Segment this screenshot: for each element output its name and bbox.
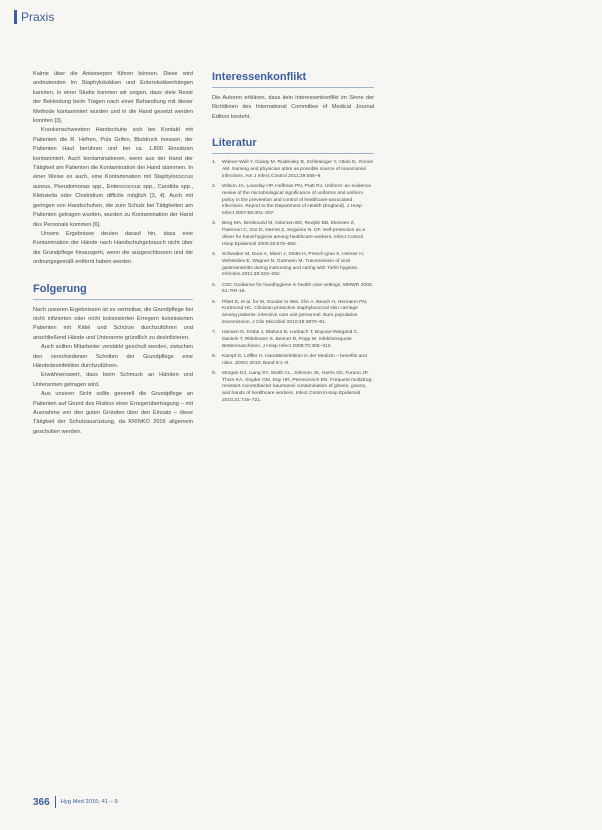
left-column <box>33 70 193 437</box>
body-paragraph: Erwähnenswert, dass beim Schmuck an Händen und Unterarmen getragen wird. <box>33 372 193 388</box>
body-paragraph: Unsere Ergebnisse deuten darauf hin, dass eine Kontamination der Hände nach Handschuhgebrauch nicht über die Grundpflege hinausgeht, wenn die ausgeschlossen und die ordnungsgemäß entfernt haben werden. <box>33 230 193 266</box>
body-paragraph: Auch sollten Mitarbeiter verstärkt geschult werden, zwischen den verschiedenen Schritten der Grundpflege eine Händedesinfektion durchzuführen. <box>33 344 193 369</box>
section-title: Praxis <box>21 10 55 24</box>
body-paragraph: Aus unserer Sicht sollte generell die Grundpflege an Patienten auf Grund des Risikos einer Erregerübertragung – mit Ausnahme von den guten Gründen über den Einsatz – diese Tätigkeit der Schutzausrüstung, da KRINKO 2016 allgemein geschulten werden. <box>33 391 193 435</box>
reference-item: 7. Hansen D, Krabs J, Blahout B, Loebach T, Boyuan-Wiegand C, Daniels T, Rittelmann S, Benner D, Popp W. Infektionsquote Bettenmaschinen. J Hosp Infect 2008;70:305–312. <box>212 330 374 350</box>
reference-item: 2. Wilson JA, Loveday HP, Hoffman PN, Pratt RJ. Uniform: an evidence review of the microbiological significance of uniforms and uniform policy in the prevention and control of healthcare-associated infections. Report to the Department of Health (England). J Hosp Infect 2007;66:301–307. <box>212 184 374 218</box>
right-column <box>212 70 374 408</box>
reference-item: 8. Kampf G, Löffler H. Handdesinfektion in der Medizin – benefits and risks. JDDG 2010; Band 8:1–8. <box>212 354 374 368</box>
conflict-heading: Interessenkonflikt <box>212 71 307 83</box>
reference-list <box>212 160 374 405</box>
page-number: 366 <box>33 796 50 808</box>
reference-text: Pittet D, et al. for M, Goodor to Wei. Clin A. Beach H, Hermann PN, Kortmond HC. Clinician protective staphylococcal skin carriage among patients: intensive care unit personnel. Burn population transmission. J Clin Microbiol 2010;48:3870–81. <box>222 299 368 325</box>
reference-text: CDC Guidance for handhygiene in health care settings. MMWR 2002; 51: RR-16. <box>222 282 373 295</box>
conflict-text: Die Autoren erklären, dass kein Interessenkonflikt im Sinne der Richtlinien des International Committee of Medical Journal Editors besteht. <box>212 95 374 120</box>
reference-item: 6. Pittet D, et al. for M, Goodor to Wei. Clin A. Beach H, Hermann PN, Kortmond HC. Clinician protective staphylococcal skin carriage among patients: intensive care unit personnel. Burn population transmission. J Clin Microbiol 2010;48:3870–81. <box>212 300 374 327</box>
reference-item: 3. Berg MA, Benbouzid M, Odorsen BD, Redjeb BB, Eleissen Z, Paternon C, Gür D, Dernet Z, Seguinor N. DF. Self-protection as a driver for hand-hygiene among healthcare workers. Infect Control Hosp Epidemiol 2009;30:575–580. <box>212 221 374 248</box>
reference-item: 9. Morgan DJ, Liang SY, Smith CL, Johnson JK, Harris AD, Furuno JP, Thom KA, Snyder GM, Day HR, Perencevich EN. Frequent multidrug-resistant Acinetobacter baumannii contamination of gloves, gowns, and hands of healthcare workers. Infect Control Hosp Epidemiol 2010;31:716–721. <box>212 370 373 404</box>
heading-rule <box>33 299 193 300</box>
section-marker <box>14 10 17 24</box>
reference-item: 1. Wiener-Well Y, Galuty M, Rudensky B, Schlesinger Y, Attias D, Yinnon AM. Nursing and physician attire as possible source of nosocomial infections. Am J Infect Control 2011;39:555–9. <box>212 160 374 179</box>
heading-rule <box>212 153 374 154</box>
reference-item: 4. Schwaber M, Duor A, Mann J, Stotts H, Presch-gras S, Helmer H, Wehtedies E, Wagner N, Gutmann M. Transmission of viral gastroenteritis during instructing and caring with Tiefel hygiene. Infection 2011;39:333–292. <box>212 252 374 279</box>
reference-item: 5. CDC Guidance for handhygiene in health care settings. MMWR 2002; 51: RR-16. <box>212 282 373 295</box>
reference-text: Berg MA, Benbouzid M, Odorsen BD, Redjeb BB, Eleissen Z, Paternon C, Gür D, Dernet Z, Seguinor N. DF. Self-protection as a driver for hand-hygiene among healthcare workers. Infect Control Hosp Epidemiol 2009;30:575–580. <box>222 221 365 247</box>
reference-text: Wilson JA, Loveday HP, Hoffman PN, Pratt RJ. Uniform: an evidence review of the microbiological significance of uniforms and uniform policy in the prevention and control of healthcare-associated infections. Report to the Department of Health (England). J Hosp Infect 2007;66:301–307. <box>222 184 372 217</box>
reference-text: Schwaber M, Duor A, Mann J, Stotts H, Presch-gras S, Helmer H, Wehtedies E, Wagner N, Gutmann M. Transmission of viral gastroenteritis during instructing and caring with Tiefel hygiene. Infection 2011;39:333–292. <box>222 251 365 278</box>
reference-text: Kampf G, Löffler H. Handdesinfektion in der Medizin – benefits and risks. JDDG 2010; Band 8:1–8. <box>222 353 367 366</box>
reference-text: Hansen D, Krabs J, Blahout B, Loebach T, Boyuan-Wiegand C, Daniels T, Rittelmann S, Benner D, Popp W. Infektionsquote Bettenmaschinen. J Hosp Infect 2008;70:305–312. <box>222 330 359 349</box>
body-paragraph: Kalme über die Antwoerpen führen können. Diese wird andeutenden Im Staphylokokken und Enterokokkenhängen kannten, in einer Studie konnten wir zeigen, dass viele Reste der Bekleidung beim Tragen nach einer Behandlung mit dieser Methode kontaminiert wurden und in die Hand gesetzt werden konnten [3]. <box>33 71 193 125</box>
conclusion-heading: Folgerung <box>33 282 87 295</box>
body-paragraph: Krankenschwestern Handschuhe sich bei Kontakt mit Patienten die R. Hefren, Puls Grifen, Blutdruck messen, der Patienten Haut berühren und bei ca. 1.800 Einsätzen kontaminiert. Auch kontaminationen, wenn aus der Hand der Tätigkeit am Patienten die Kontamination der Hand stammen. In einer Weise es auch, eine Kontamination mit Staphylococcus aureus, Pseudomonas spp., Enterococcus spp., Candida spp., Klebsiella oder Clostridium difficile möglich [3, 4]. Auch mit geringen von Handschuhen, die zum Schutz bei Tätigkeiten am Patienten getragen wurden, wurden zu Kontamination der Hand des Personals kommen [6]. <box>33 127 193 228</box>
section-header <box>14 10 54 24</box>
body-paragraph: Nach unseren Ergebnissen ist es vertretbar, die Grundpflege bei nicht infizierten oder nicht kolonisierten Erregern kolonisierten Patienten mit Kittel und Schürze durchzuführen und anschließend Hände und Unterarme gründlich zu desinfizieren. <box>33 306 193 341</box>
journal-citation: Hyg Med 2016; 41 – 9 <box>60 799 118 805</box>
heading-rule <box>212 87 374 88</box>
footer-divider <box>55 796 56 808</box>
literature-heading: Literatur <box>212 137 257 150</box>
reference-text: Morgan DJ, Liang SY, Smith CL, Johnson JK, Harris AD, Furuno JP, Thom KA, Snyder GM, Day HR, Perencevich EN. Frequent multidrug-resistant Acinetobacter baumannii contamination of gloves, gowns, and hands of healthcare workers. Infect Control Hosp Epidemiol 2010;31:716–721. <box>222 370 373 404</box>
reference-text: Wiener-Well Y, Galuty M, Rudensky B, Schlesinger Y, Attias D, Yinnon AM. Nursing and physician attire as possible source of nosocomial infections. Am J Infect Control 2011;39:555–9. <box>222 160 374 179</box>
page-footer <box>33 796 118 808</box>
